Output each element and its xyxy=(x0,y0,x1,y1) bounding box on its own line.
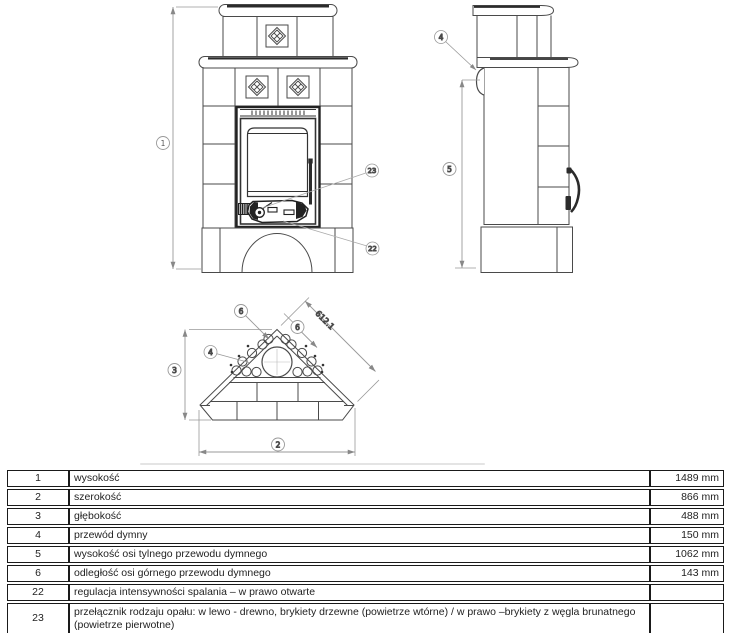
decorative-tile xyxy=(266,25,288,47)
flue-circle xyxy=(262,347,292,377)
row-number: 1 xyxy=(7,470,69,487)
base-side xyxy=(481,227,573,273)
decorative-tile xyxy=(287,76,309,98)
callout-label-4-plan: 4 xyxy=(208,347,213,357)
spec-table xyxy=(7,468,724,633)
top-view xyxy=(168,298,379,457)
callout-label-4: 4 xyxy=(438,32,444,42)
callout-label-23: 23 xyxy=(367,167,377,175)
table-row xyxy=(7,489,724,506)
row-description: szerokość xyxy=(69,489,650,506)
table-row xyxy=(7,546,724,563)
row-number: 23 xyxy=(7,603,69,633)
table-row xyxy=(7,508,724,525)
row-value: 143 mm xyxy=(650,565,724,582)
row-number: 3 xyxy=(7,508,69,525)
table-row xyxy=(7,527,724,544)
table-row xyxy=(7,565,724,582)
row-value: 866 mm xyxy=(650,489,724,506)
row-number: 4 xyxy=(7,527,69,544)
row-value: 1489 mm xyxy=(650,470,724,487)
row-description: wysokość osi tylnego przewodu dymnego xyxy=(69,546,650,563)
dim-label-6b: 6 xyxy=(295,322,300,332)
row-description: przewód dymny xyxy=(69,527,650,544)
row-number: 2 xyxy=(7,489,69,506)
decorative-tile xyxy=(246,76,268,98)
row-description: przełącznik rodzaju opału: w lewo - drewno, brykiety drzewne (powietrze wtórne) / w prawo –brykiety z węgla brunatnego (powietrze pierwotne) xyxy=(69,603,650,633)
table-row xyxy=(7,603,724,633)
front-view xyxy=(157,5,380,273)
flue-outlet xyxy=(477,68,485,95)
body-side xyxy=(484,68,569,225)
row-description: głębokość xyxy=(69,508,650,525)
callout-label-22: 22 xyxy=(368,245,377,253)
table-row xyxy=(7,470,724,487)
dim-label-2: 2 xyxy=(275,440,281,450)
dim-rear-flue-height xyxy=(443,80,480,268)
row-number: 6 xyxy=(7,565,69,582)
row-value xyxy=(650,584,724,601)
door-glass xyxy=(248,128,308,197)
row-description: odległość osi górnego przewodu dymnego xyxy=(69,565,650,582)
dim-label-1: 1 xyxy=(160,138,166,148)
row-value xyxy=(650,603,724,633)
dim-label-3: 3 xyxy=(172,365,177,375)
row-value: 150 mm xyxy=(650,527,724,544)
faint-artifact xyxy=(140,463,485,465)
chimney-side xyxy=(477,16,551,58)
table-row xyxy=(7,584,724,601)
dim-label-6a: 6 xyxy=(238,306,244,316)
dim-label-612: 612.1 xyxy=(313,308,337,332)
row-description: regulacja intensywności spalania – w prawo otwarte xyxy=(69,584,650,601)
side-view xyxy=(435,6,580,273)
stove-base xyxy=(202,228,353,273)
dim-label-5: 5 xyxy=(447,164,452,174)
row-value: 1062 mm xyxy=(650,546,724,563)
row-number: 5 xyxy=(7,546,69,563)
row-number: 22 xyxy=(7,584,69,601)
row-description: wysokość xyxy=(69,470,650,487)
row-value: 488 mm xyxy=(650,508,724,525)
